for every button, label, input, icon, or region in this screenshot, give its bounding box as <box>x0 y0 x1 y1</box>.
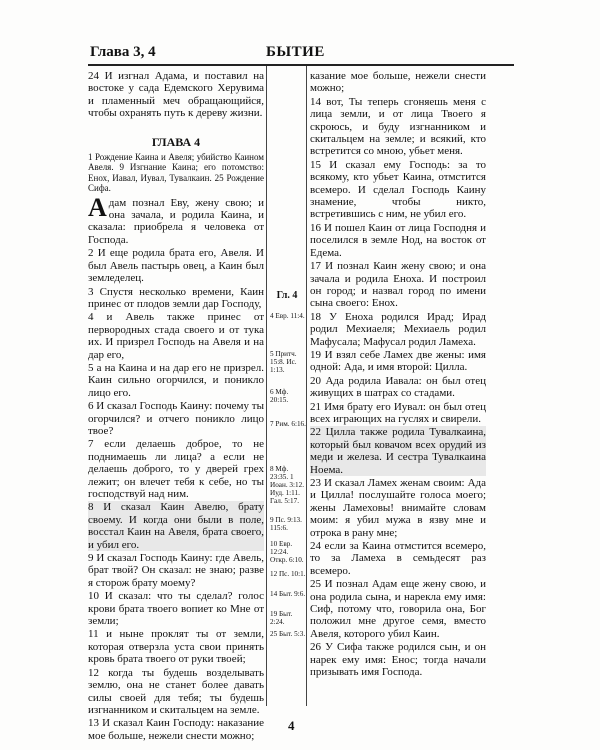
verse: 4 и Авель также принес от первородных стада своего и от тука их. И призрел Господь на Авеля и на дар его, <box>88 311 264 361</box>
cross-ref: 5 Притч. 15:8. Ис. 1:13. <box>270 350 297 374</box>
verse: 19 И взял себе Ламех две жены: имя одной: Ада, и имя второй: Цилла. <box>310 348 486 374</box>
verse: 24 если за Каина отмстится всемеро, то за Ламеха в семьдесят раз всемеро. <box>310 540 486 577</box>
verse-first: Адам познал Еву, жену свою; и она зачала, и родила Каина, и сказала: приобрела я человека от Господа. <box>88 192 264 246</box>
cross-ref: 14 Быт. 9:6. <box>270 590 306 598</box>
cross-ref: 6 Мф. 20:15. <box>270 388 289 404</box>
verse-highlighted: 22 Цилла также родила Тувалкаина, который был ковачом всех орудий из меди и железа. И сестра Тувалкаина Ноема. <box>310 426 486 476</box>
cross-ref: 12 Пс. 10:1. <box>270 570 306 578</box>
verse: 9 И сказал Господь Каину: где Авель, брат твой? Он сказал: не знаю; разве я сторож брату моему? <box>88 552 264 589</box>
verse: 26 У Сифа также родился сын, и он нарек ему имя: Енос; тогда начали призывать имя Господа. <box>310 641 486 679</box>
verse: 21 Имя брату его Иувал: он был отец всех играющих на гуслях и свирели. <box>310 400 486 425</box>
chapter-summary: 1 Рождение Каина и Авеля; убийство Каином Авеля. 9 Изгнание Каина; его потомство: Енох, Иавал, Иувал, Тувалкаин. 25 Рождение Сифа. <box>88 152 264 194</box>
drop-cap: А <box>88 192 107 222</box>
cross-ref: 19 Быт. 2:24. <box>270 610 293 626</box>
verse: 7 если делаешь доброе, то не поднимаешь ли лица? а если не делаешь доброго, то у дверей грех лежит; он влечет тебя к себе, но ты господствуй над ним. <box>88 438 264 500</box>
verse: 17 И познал Каин жену свою; и она зачала и родила Еноха. И построил он город; и назвал город по имени сына своего: Енох. <box>310 260 486 310</box>
verse: 2 И еще родила брата его, Авеля. И был Авель пастырь овец, а Каин был земледелец. <box>88 247 264 285</box>
column-divider-left <box>266 66 267 706</box>
verse: 10 И сказал: что ты сделал? голос крови брата твоего вопиет ко Мне от земли; <box>88 590 264 628</box>
chapter-title: ГЛАВА 4 <box>151 134 201 149</box>
header-rule <box>88 64 514 66</box>
page-number: 4 <box>288 718 295 733</box>
cross-ref: 10 Евр. 12:24. Откр. 6:10. <box>270 540 304 564</box>
verse: 3 Спустя несколько времени, Каин принес от плодов земли дар Господу, <box>88 285 264 310</box>
column-divider-right <box>306 66 307 706</box>
verse: 25 И познал Адам еще жену свою, и она родила сына, и нарекла ему имя: Сиф, потому что, говорила она, Бог положил мне другое семя, вместо Авеля, которого убил Каин. <box>310 578 486 640</box>
verse: 5 а на Каина и на дар его не призрел. Каин сильно огорчился, и поникло лицо его. <box>88 361 264 399</box>
verse: 11 и ныне проклят ты от земли, которая отверзла уста свои принять кровь брата твоего от руки твоей; <box>88 628 264 666</box>
cross-ref: 4 Евр. 11:4. <box>270 312 305 320</box>
verse: 23 И сказал Ламех женам своим: Ада и Цилла! послушайте голоса моего; жены Ламеховы! внимайте словам моим: я убил мужа в язву мне и отрока в рану мне; <box>310 477 486 539</box>
running-head-chapter: Глава 3, 4 <box>90 44 156 60</box>
verse: 24 И изгнал Адама, и поставил на востоке у сада Едемского Херувима и пламенный меч обращающийся, чтобы охранять путь к дереву жизни. <box>88 70 264 120</box>
verse: 15 И сказал ему Господь: за то всякому, кто убьет Каина, отмстится всемеро. И сделал Господь Каину знамение, чтобы никто, встретившись с ним, не убил его. <box>310 158 486 221</box>
cross-reference-column <box>268 70 306 710</box>
verse: 12 когда ты будешь возделывать землю, она не станет более давать силы своей для тебя; ты будешь изгнанником и скитальцем на земле. <box>88 666 264 716</box>
right-text-column <box>310 70 486 710</box>
cross-ref: 8 Мф. 23:35. 1 Иоан. 3:12. Иуд. 1:11. Гал. 5:17. <box>270 465 304 505</box>
cross-ref: 9 Пс. 9:13. 115:6. <box>270 516 302 532</box>
running-head-book: БЫТИЕ <box>266 44 325 60</box>
verse-highlighted: 8 И сказал Каин Авелю, брату своему. И когда они были в поле, восстал Каин на Авеля, брата своего, и убил его. <box>88 501 264 551</box>
verse: 6 И сказал Господь Каину: почему ты огорчился? и отчего поникло лицо твое? <box>88 400 264 437</box>
cross-ref: 7 Рим. 6:16. <box>270 420 306 428</box>
cross-ref-heading: Гл. 4 <box>276 290 298 301</box>
verse-continued: казание мое больше, нежели снести можно; <box>310 70 486 95</box>
verse: 20 Ада родила Иавала: он был отец живущих в шатрах со стадами. <box>310 374 486 400</box>
verse: 13 И сказал Каин Господу: наказание мое больше, нежели снести можно; <box>88 717 264 742</box>
verse: 18 У Еноха родился Ирад; Ирад родил Мехиаеля; Мехиаель родил Мафусала; Мафусал родил Ламеха. <box>310 310 486 348</box>
verse: 16 И пошел Каин от лица Господня и поселился в земле Нод, на восток от Едема. <box>310 221 486 259</box>
left-text-column <box>88 70 264 742</box>
cross-ref: 25 Быт. 5:3. <box>270 630 306 638</box>
verse: 14 вот, Ты теперь сгоняешь меня с лица земли, и от лица Твоего я скроюсь, и буду изгнанником и скитальцем на земле; и всякий, кто встретится со мною, убьет меня. <box>310 95 486 158</box>
